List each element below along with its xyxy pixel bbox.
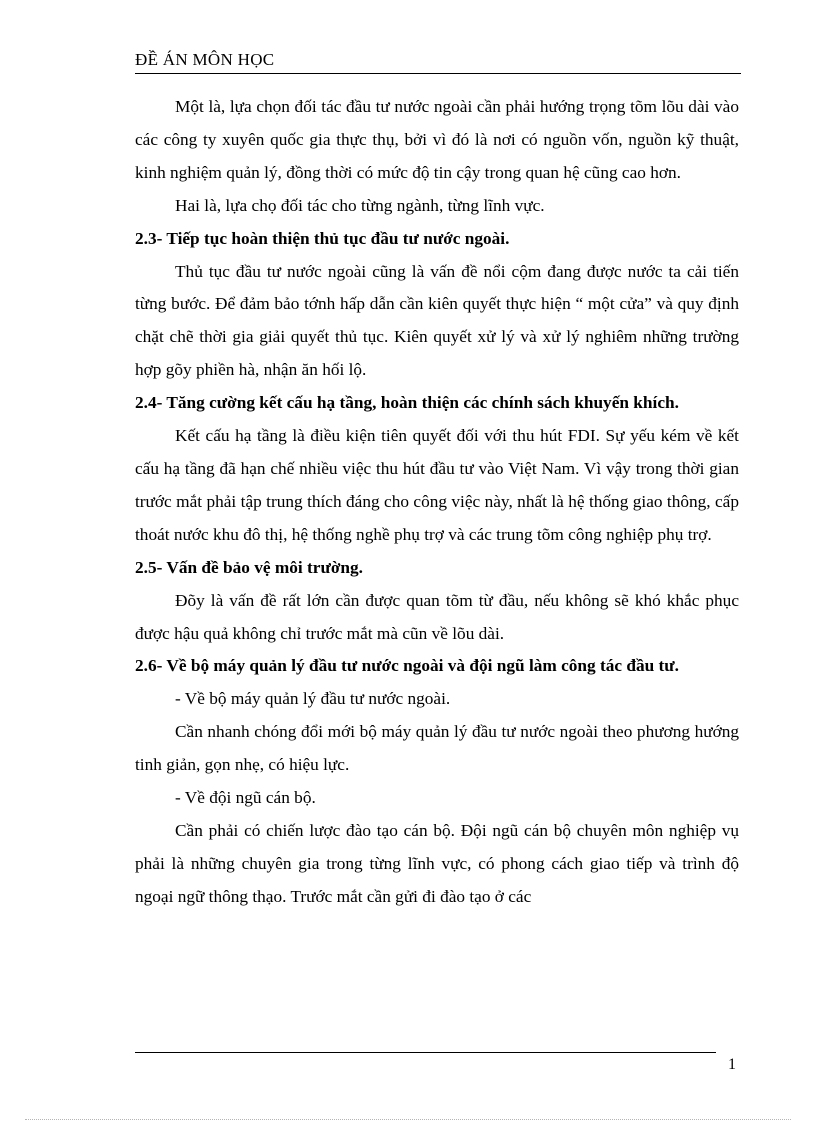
paragraph: Một là, lựa chọn đối tác đầu tư nước ngoài cần phải hướng trọng tõm lõu dài vào các công ty xuyên quốc gia thực thụ, bởi vì đó là nơi có nguồn vốn, nguồn kỹ thuật, kinh nghiệm quản lý, đồng thời có mức độ tin cậy trong quan hệ cũng cao hơn. xyxy=(135,97,739,182)
section-heading: 2.4- Tăng cường kết cấu hạ tầng, hoàn thiện các chính sách khuyến khích. xyxy=(135,393,679,413)
paragraph: Kết cấu hạ tầng là điều kiện tiên quyết đối với thu hút FDI. Sự yếu kém về kết cấu hạ tầng đã hạn chế nhiều việc thu hút đầu tư vào Việt Nam. Vì vậy trong thời gian trước mắt phải tập trung thích đáng cho công việc này, nhất là hệ thống giao thông, cấp thoát nước khu đô thị, hệ thống nghề phụ trợ và các trung tõm công nghiệp phụ trợ. xyxy=(135,426,739,544)
paragraph: Cần phải có chiến lược đào tạo cán bộ. Đội ngũ cán bộ chuyên môn nghiệp vụ phải là những chuyên gia trong từng lĩnh vực, có phong cách giao tiếp và trình độ ngoại ngữ thông thạo. Trước mắt cần gửi đi đào tạo ở các xyxy=(135,820,739,906)
paragraph: - Về bộ máy quản lý đầu tư nước ngoài. xyxy=(175,689,451,709)
page-edge-divider xyxy=(25,1119,791,1120)
paragraph: Thủ tục đầu tư nước ngoài cũng là vấn đề nổi cộm đang được nước ta cải tiến từng bước. Để đảm bảo tớnh hấp dẫn cần kiên quyết thực hiện “ một cửa” và quy định chặt chẽ thời gia giải quyết thủ tục. Kiên quyết xử lý và xử lý nghiêm những trường hợp gõy phiền hà, nhận ăn hối lộ. xyxy=(135,261,739,380)
section-heading: 2.6- Về bộ máy quản lý đầu tư nước ngoài và đội ngũ làm công tác đầu tư. xyxy=(135,656,679,676)
footer-divider xyxy=(135,1052,716,1053)
section-heading: 2.5- Vấn đề bảo vệ môi trường. xyxy=(135,557,363,577)
paragraph: Hai là, lựa chọ đối tác cho từng ngành, từng lĩnh vực. xyxy=(175,195,545,215)
section-heading: 2.3- Tiếp tục hoàn thiện thủ tục đầu tư nước ngoài. xyxy=(135,228,510,248)
document-body xyxy=(135,91,739,914)
paragraph: - Về đội ngũ cán bộ. xyxy=(175,788,316,808)
paragraph: Cần nhanh chóng đổi mới bộ máy quản lý đầu tư nước ngoài theo phương hướng tinh giản, gọn nhẹ, có hiệu lực. xyxy=(135,722,739,775)
page-number: 1 xyxy=(728,1056,736,1073)
page-header: ĐỀ ÁN MÔN HỌC xyxy=(135,50,741,74)
paragraph: Đõy là vấn đề rất lớn cần được quan tõm từ đầu, nếu không sẽ khó khắc phục được hậu quả không chỉ trước mắt mà cũn về lõu dài. xyxy=(135,590,739,643)
